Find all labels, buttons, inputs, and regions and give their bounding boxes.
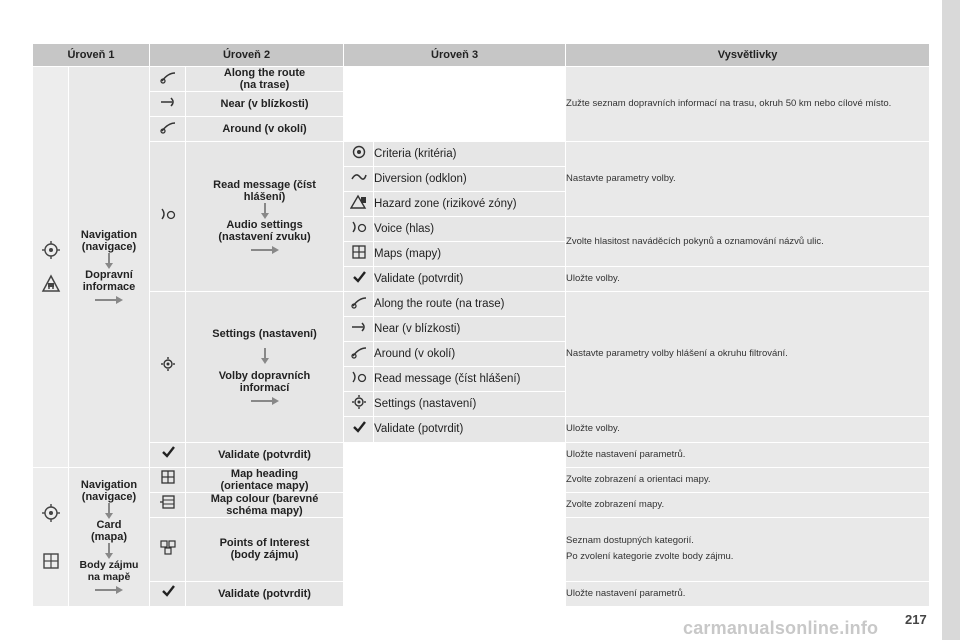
voice-explanation: Zvolte hlasitost naváděcích pokynů a oznamování názvů ulic. bbox=[566, 217, 930, 267]
along-route-option[interactable]: Along the route (na trase) bbox=[186, 67, 344, 92]
maps-option[interactable]: Maps (mapy) bbox=[374, 242, 566, 267]
maps-icon-cell bbox=[344, 242, 374, 267]
traffic-options-label: Volby dopravních informací bbox=[218, 369, 311, 394]
level1-icons-cell bbox=[33, 67, 69, 468]
arrow-down-icon bbox=[102, 253, 116, 269]
around-icon bbox=[350, 344, 368, 360]
map-heading-icon-cell bbox=[150, 467, 186, 492]
arrow-down-icon bbox=[102, 503, 116, 519]
empty-level3 bbox=[344, 67, 566, 92]
settings-icon-cell bbox=[150, 292, 186, 442]
around-icon bbox=[159, 119, 177, 135]
watermark: carmanualsonline.info bbox=[683, 618, 879, 638]
map-grid-icon bbox=[41, 551, 61, 571]
map-colour-option[interactable]: Map colour (barevné schéma mapy) bbox=[186, 492, 344, 517]
read-message-option[interactable] bbox=[186, 142, 344, 292]
along-route-option[interactable]: Along the route (na trase) bbox=[374, 292, 566, 317]
header-level2: Úroveň 2 bbox=[150, 44, 344, 67]
map-colour-icon-cell bbox=[150, 492, 186, 517]
criteria-option[interactable]: Criteria (kritéria) bbox=[374, 142, 566, 167]
speech-icon-cell bbox=[344, 367, 374, 392]
poi-icon-cell bbox=[150, 517, 186, 581]
validate-option[interactable]: Validate (potvrdit) bbox=[374, 267, 566, 292]
table-row bbox=[33, 581, 930, 606]
read-message-option[interactable]: Read message (číst hlášení) bbox=[374, 367, 566, 392]
empty-level3 bbox=[344, 581, 566, 606]
speech-icon bbox=[350, 369, 368, 385]
poi-option[interactable]: Points of Interest (body zájmu) bbox=[186, 517, 344, 581]
navigation-crosshair-icon bbox=[41, 503, 61, 523]
settings-icon-cell bbox=[344, 392, 374, 417]
header-level1: Úroveň 1 bbox=[33, 44, 150, 67]
speech-icon-cell bbox=[150, 142, 186, 292]
arrow-down-icon bbox=[258, 203, 272, 219]
validate-option[interactable]: Validate (potvrdit) bbox=[374, 417, 566, 442]
near-option[interactable]: Near (v blízkosti) bbox=[374, 317, 566, 342]
poi-on-map-label: Body zájmu na mapě bbox=[79, 558, 139, 583]
save-settings-explanation: Uložte nastavení parametrů. bbox=[566, 581, 930, 606]
arrow-right-icon bbox=[251, 396, 279, 406]
check-icon bbox=[350, 419, 368, 435]
settings-option[interactable]: Settings (nastavení) bbox=[374, 392, 566, 417]
check-icon-cell bbox=[150, 442, 186, 467]
voice-option[interactable]: Voice (hlas) bbox=[374, 217, 566, 242]
settings-icon bbox=[350, 394, 368, 410]
table-row bbox=[33, 67, 930, 92]
validate-option[interactable]: Validate (potvrdit) bbox=[186, 581, 344, 606]
settings-icon bbox=[159, 356, 177, 372]
near-icon bbox=[350, 319, 368, 335]
check-icon bbox=[350, 269, 368, 285]
near-icon-cell bbox=[150, 92, 186, 117]
check-icon bbox=[159, 444, 177, 460]
table-row bbox=[33, 467, 930, 492]
map-heading-explanation: Zvolte zobrazení a orientaci mapy. bbox=[566, 467, 930, 492]
read-message-explanation: Nastavte parametry volby. bbox=[566, 142, 930, 217]
arrow-down-icon bbox=[258, 348, 272, 364]
check-icon-cell bbox=[344, 417, 374, 442]
filter-explanation: Zužte seznam dopravních informací na trasu, okruh 50 km nebo cílové místo. bbox=[566, 67, 930, 142]
empty-level3 bbox=[344, 442, 566, 467]
hazard-icon bbox=[350, 194, 368, 210]
header-level3: Úroveň 3 bbox=[344, 44, 566, 67]
speech-icon bbox=[350, 219, 368, 235]
around-icon-cell bbox=[150, 117, 186, 142]
page-number: 217 bbox=[905, 612, 927, 627]
table-row bbox=[33, 292, 930, 317]
criteria-icon-cell bbox=[344, 142, 374, 167]
around-icon-cell bbox=[344, 342, 374, 367]
settings-label: Settings (nastavení) bbox=[212, 327, 317, 340]
diversion-icon bbox=[350, 169, 368, 185]
table-row bbox=[33, 492, 930, 517]
arrow-right-icon bbox=[251, 245, 279, 255]
arrow-down-icon bbox=[102, 543, 116, 559]
route-icon bbox=[350, 294, 368, 310]
table-row bbox=[33, 142, 930, 167]
near-icon-cell bbox=[344, 317, 374, 342]
speech-icon bbox=[159, 206, 177, 222]
save-choices-explanation: Uložte volby. bbox=[566, 417, 930, 442]
arrow-right-icon bbox=[95, 585, 123, 595]
navigation-label: Navigation (navigace) bbox=[80, 228, 138, 253]
route-icon bbox=[159, 69, 177, 85]
poi-explanation-line2: Po zvolení kategorie zvolte body zájmu. bbox=[566, 551, 734, 563]
navigation-crosshair-icon bbox=[41, 240, 61, 260]
table-row bbox=[33, 442, 930, 467]
settings-explanation: Nastavte parametry volby hlášení a okruhu filtrování. bbox=[566, 292, 930, 417]
arrow-right-icon bbox=[95, 295, 123, 305]
page-edge-strip bbox=[942, 0, 960, 640]
read-message-label: Read message (číst hlášení) bbox=[213, 178, 316, 203]
level1-navigation-map-group bbox=[69, 467, 150, 606]
check-icon bbox=[159, 583, 177, 599]
validate-option[interactable]: Validate (potvrdit) bbox=[186, 442, 344, 467]
save-settings-explanation: Uložte nastavení parametrů. bbox=[566, 442, 930, 467]
hazard-zone-option[interactable]: Hazard zone (rizikové zóny) bbox=[374, 192, 566, 217]
header-row bbox=[33, 44, 930, 67]
map-colour-icon bbox=[159, 494, 177, 510]
check-icon-cell bbox=[150, 581, 186, 606]
empty-level3 bbox=[344, 517, 566, 581]
poi-explanation bbox=[566, 517, 930, 581]
table-row bbox=[33, 517, 930, 581]
near-option[interactable]: Near (v blízkosti) bbox=[186, 92, 344, 117]
criteria-icon bbox=[350, 144, 368, 160]
maps-icon bbox=[350, 244, 368, 260]
empty-level3 bbox=[344, 492, 566, 517]
empty-level3 bbox=[344, 117, 566, 142]
level1-navigation-group bbox=[69, 67, 150, 468]
voice-icon-cell bbox=[344, 217, 374, 242]
navigation-label: Navigation (navigace) bbox=[80, 478, 138, 503]
around-option[interactable]: Around (v okolí) bbox=[374, 342, 566, 367]
audio-settings-label: Audio settings (nastavení zvuku) bbox=[218, 218, 311, 243]
near-icon bbox=[159, 94, 177, 110]
around-option[interactable]: Around (v okolí) bbox=[186, 117, 344, 142]
map-heading-option[interactable]: Map heading (orientace mapy) bbox=[186, 467, 344, 492]
map-label: Card (mapa) bbox=[90, 518, 128, 543]
map-colour-explanation: Zvolte zobrazení mapy. bbox=[566, 492, 930, 517]
check-icon-cell bbox=[344, 267, 374, 292]
empty-level3 bbox=[344, 467, 566, 492]
poi-explanation-line1: Seznam dostupných kategorií. bbox=[566, 535, 694, 547]
settings-option[interactable] bbox=[186, 292, 344, 442]
traffic-warning-icon bbox=[41, 274, 61, 294]
poi-icon bbox=[159, 539, 177, 555]
header-explanation: Vysvětlivky bbox=[566, 44, 930, 67]
menu-table bbox=[32, 43, 930, 607]
route-icon-cell bbox=[344, 292, 374, 317]
hazard-icon-cell bbox=[344, 192, 374, 217]
traffic-info-label: Dopravní informace bbox=[82, 268, 136, 293]
map-heading-icon bbox=[159, 469, 177, 485]
diversion-option[interactable]: Diversion (odklon) bbox=[374, 167, 566, 192]
level1-icons-cell bbox=[33, 467, 69, 606]
empty-level3 bbox=[344, 92, 566, 117]
diversion-icon-cell bbox=[344, 167, 374, 192]
save-choices-explanation: Uložte volby. bbox=[566, 267, 930, 292]
route-icon-cell bbox=[150, 67, 186, 92]
